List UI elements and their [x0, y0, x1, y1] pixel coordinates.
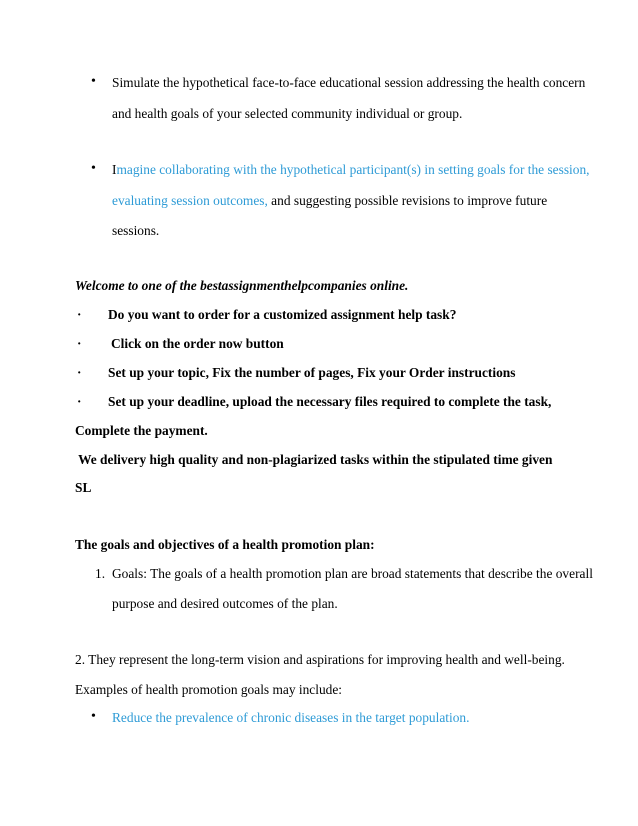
delivery-line: We delivery high quality and non-plagiarized tasks within the stipulated time given	[75, 452, 553, 467]
bullet-2-first-letter: I	[112, 162, 117, 177]
promo-item-4: Set up your deadline, upload the necessary files required to complete the task,	[108, 394, 552, 409]
bullet-2-line-2	[112, 193, 547, 209]
bullet-dot: •	[91, 74, 96, 89]
bullet-1-line-2: and health goals of your selected community individual or group.	[112, 106, 463, 121]
promo-item-4-continued: Complete the payment.	[75, 423, 208, 438]
bullet-dot: •	[91, 709, 96, 724]
bullet-2-line-2-blue: evaluating session outcomes,	[112, 193, 268, 208]
goals-paragraph-2-line-1: 2. They represent the long-term vision and aspirations for improving health and well-being.	[75, 652, 565, 667]
goals-item-1-line-2: purpose and desired outcomes of the plan.	[112, 596, 338, 611]
welcome-line: Welcome to one of the bestassignmenthelpcompanies online.	[75, 278, 409, 293]
promo-item-1: Do you want to order for a customized assignment help task?	[108, 307, 457, 322]
bullet-1-line-1: Simulate the hypothetical face-to-face educational session addressing the health concern	[112, 75, 586, 90]
promo-dot-3: ·	[77, 365, 82, 380]
goals-example-bullet-1: Reduce the prevalence of chronic diseases in the target population.	[112, 710, 470, 725]
promo-item-3: Set up your topic, Fix the number of pages, Fix your Order instructions	[108, 365, 516, 380]
promo-dot-1: ·	[77, 307, 82, 322]
promo-dot-4: ·	[77, 394, 82, 409]
bullet-2-line-2-black: and suggesting possible revisions to improve future	[267, 193, 548, 208]
bullet-dot: •	[91, 161, 96, 176]
goals-paragraph-2-line-2: Examples of health promotion goals may include:	[75, 682, 343, 697]
bullet-2-line-1-rest: magine collaborating with the hypothetical participant(s) in setting goals for the session,	[116, 162, 590, 177]
promo-item-2: Click on the order now button	[111, 336, 284, 351]
bullet-2-line-1	[112, 162, 590, 178]
goals-item-1-line-1: Goals: The goals of a health promotion plan are broad statements that describe the overall	[112, 566, 593, 581]
bullet-2-line-3: sessions.	[112, 223, 160, 238]
goals-item-1-number: 1.	[95, 566, 106, 581]
sl-text: SL	[75, 480, 92, 495]
promo-dot-2: ·	[77, 336, 82, 351]
goals-heading: The goals and objectives of a health promotion plan:	[75, 537, 375, 552]
